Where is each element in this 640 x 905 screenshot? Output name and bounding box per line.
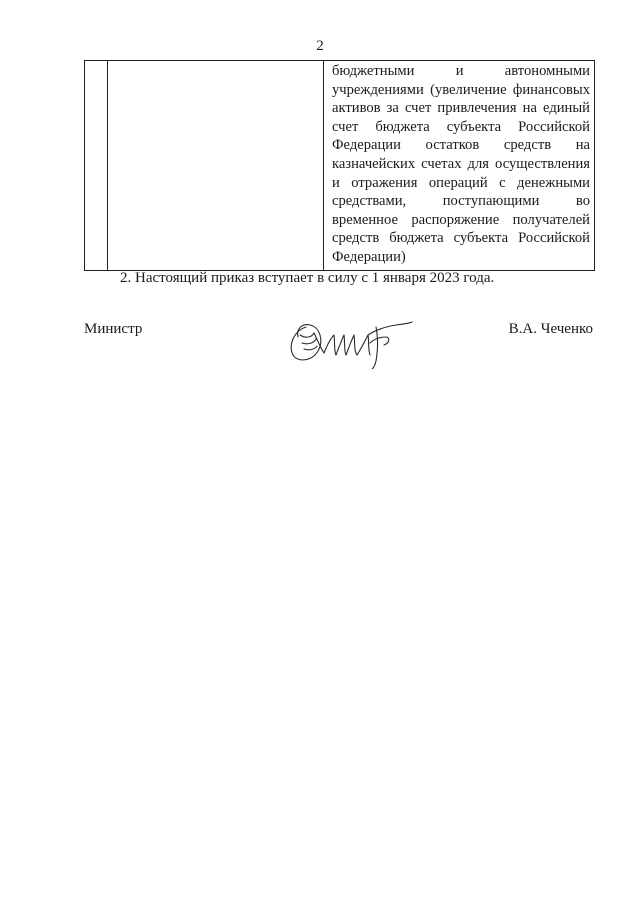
signer-name: В.А. Чеченко — [508, 321, 593, 337]
signer-title: Министр — [84, 321, 143, 337]
handwritten-signature — [284, 313, 414, 369]
page-number: 2 — [316, 38, 324, 54]
description-line: средств бюджета субъекта Российской — [332, 230, 590, 247]
description-line: и отражения операций с денежными — [332, 174, 590, 191]
description-line: бюджетными и автономными — [332, 63, 590, 79]
description-text — [324, 61, 594, 270]
description-line: активов за счет привлечения на единый — [332, 100, 590, 117]
table-cell-name — [108, 61, 324, 271]
paragraph-effective-date: 2. Настоящий приказ вступает в силу с 1 января 2023 года. — [120, 270, 495, 286]
table-cell-description — [324, 61, 595, 271]
document-table — [84, 60, 595, 271]
description-line: временное распоряжение получателей — [332, 211, 590, 228]
description-line: средствами, поступающими во — [332, 193, 590, 210]
description-line: Федерации) — [332, 248, 406, 265]
description-line: казначейских счетах для осуществления — [332, 155, 590, 172]
table-cell-number — [85, 61, 108, 271]
table-row — [85, 61, 595, 271]
description-line: счет бюджета субъекта Российской — [332, 118, 590, 135]
description-line: Федерации остатков средств на — [332, 137, 590, 154]
description-line: учреждениями (увеличение финансовых — [332, 81, 590, 98]
